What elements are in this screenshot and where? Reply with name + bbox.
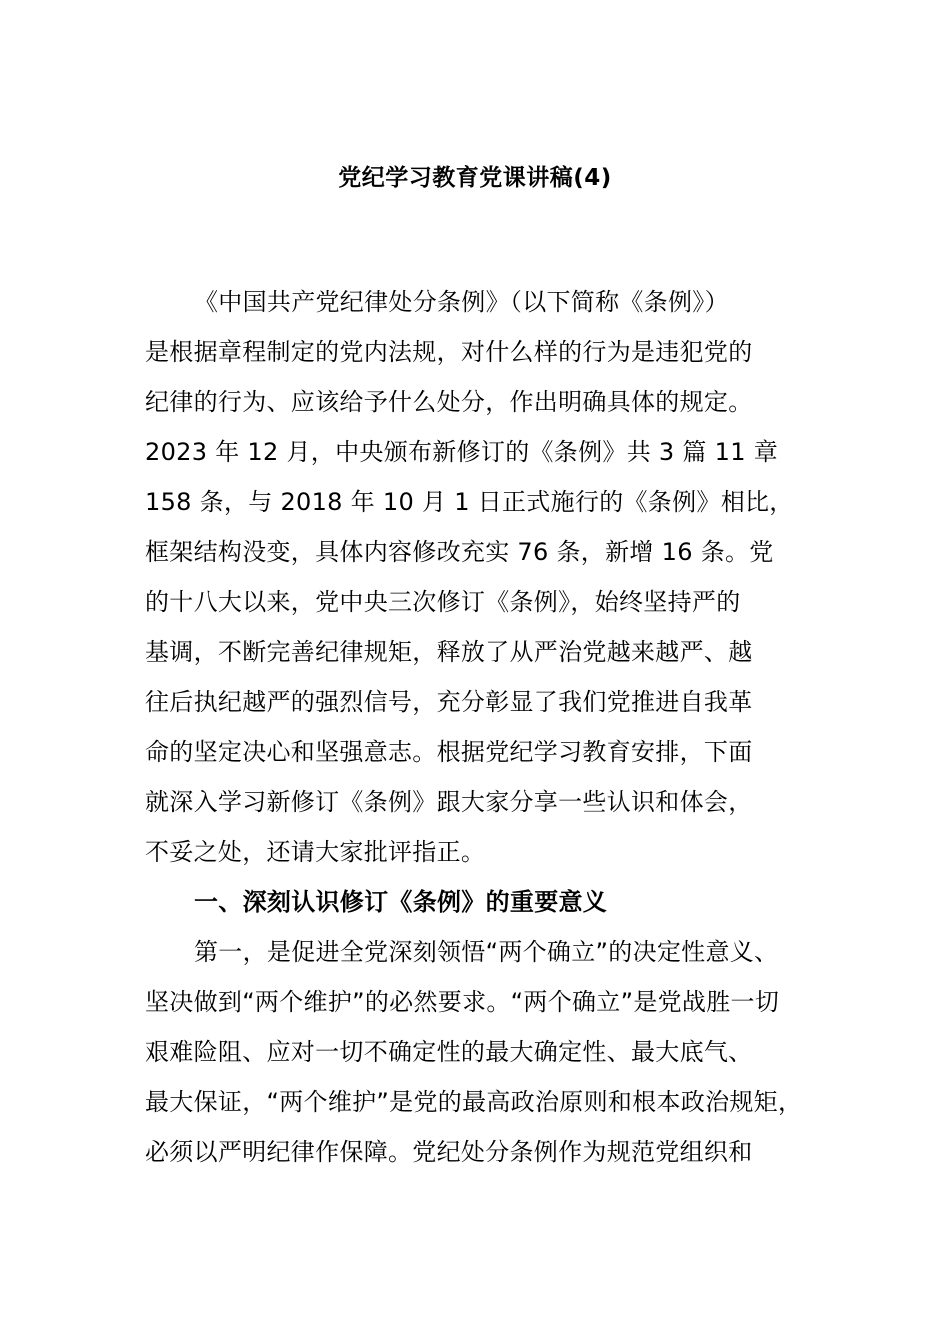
paragraph-line: 的十八大以来，党中央三次修订《条例》，始终坚持严的 [145,588,741,616]
paragraph-line: 坚决做到“两个维护”的必然要求。“两个确立”是党战胜一切 [145,988,780,1016]
paragraph-line: 158 条，与 2018 年 10 月 1 日正式施行的《条例》相比， [145,488,794,516]
paragraph-line: 不妥之处，还请大家批评指正。 [145,838,486,866]
paragraph-line: 往后执纪越严的强烈信号，充分彰显了我们党推进自我革 [145,688,753,716]
paragraph-line: 纪律的行为、应该给予什么处分，作出明确具体的规定。 [145,388,753,416]
paragraph-line: 第一，是促进全党深刻领悟“两个确立”的决定性意义、 [194,938,779,966]
paragraph-line: 基调，不断完善纪律规矩，释放了从严治党越来越严、越 [145,638,753,666]
document-body [145,277,845,1177]
paragraph-line: 必须以严明纪律作保障。党纪处分条例作为规范党组织和 [145,1138,753,1166]
paragraph-line: 艰难险阻、应对一切不确定性的最大确定性、最大底气、 [145,1038,753,1066]
paragraph-line: 命的坚定决心和坚强意志。根据党纪学习教育安排，下面 [145,738,753,766]
document-title: 党纪学习教育党课讲稿(4) [338,165,612,191]
section-heading: 一、深刻认识修订《条例》的重要意义 [194,888,608,916]
paragraph-line: 就深入学习新修订《条例》跟大家分享一些认识和体会， [145,788,753,816]
paragraph-line: 框架结构没变，具体内容修改充实 76 条，新增 16 条。党 [145,538,774,566]
paragraph-line: 最大保证，“两个维护”是党的最高政治原则和根本政治规矩， [145,1088,803,1116]
paragraph-line: 2023 年 12 月，中央颁布新修订的《条例》共 3 篇 11 章 [145,438,779,466]
paragraph-line: 《中国共产党纪律处分条例》（以下简称《条例》） [194,288,729,316]
paragraph-line: 是根据章程制定的党内法规，对什么样的行为是违犯党的 [145,338,753,366]
